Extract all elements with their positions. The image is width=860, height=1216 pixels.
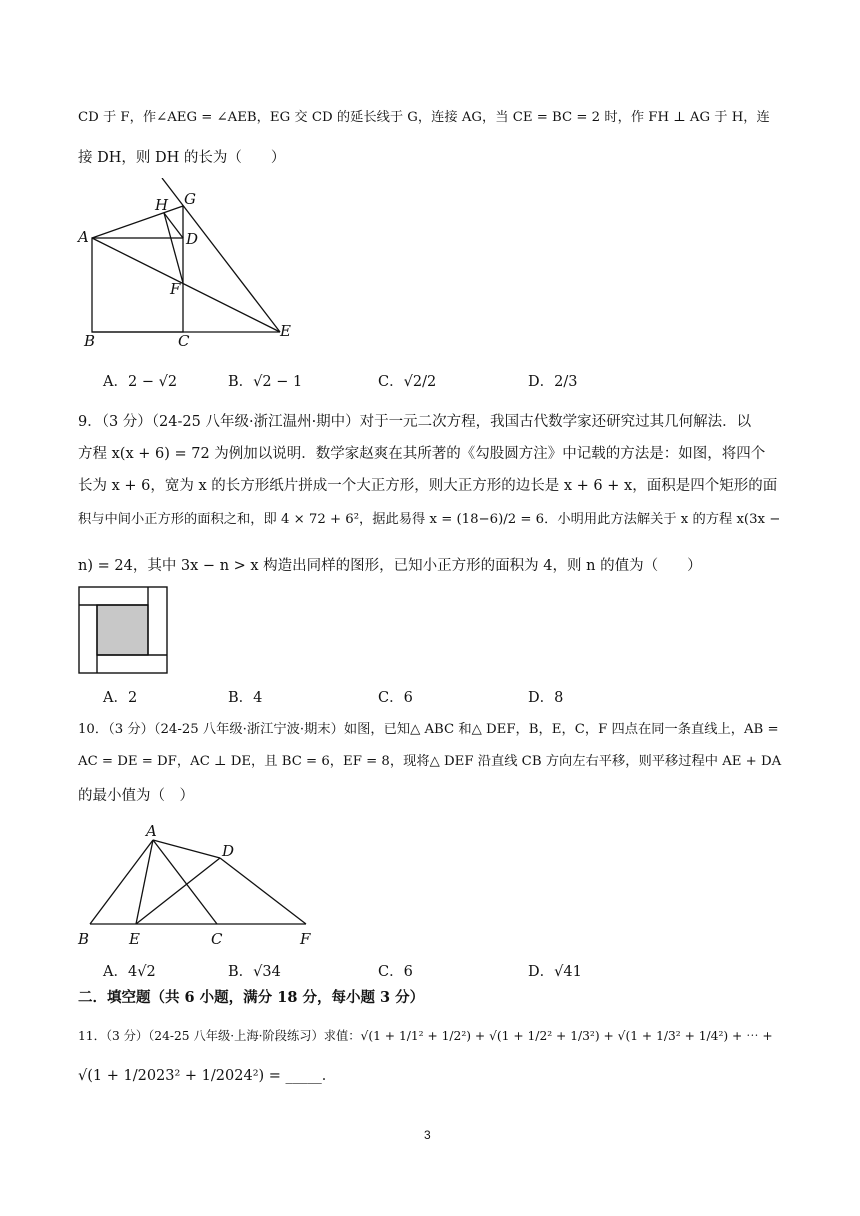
q10-label-c: C (211, 930, 223, 948)
q9-line-1: 9．（3 分）（24-25 八年级·浙江温州·期中）对于一元二次方程，我国古代数学家还研究过其几何解法．以 (78, 414, 752, 430)
q10-option-d[interactable]: D．√41 (528, 964, 582, 980)
q9-line-2: 方程 x(x + 6) = 72 为例加以说明．数学家赵爽在其所著的《勾股圆方注》中记载的方法是：如图，将四个 (78, 446, 766, 462)
q8-label-d: D (186, 230, 199, 248)
q10-line-1: 10．（3 分）（24-25 八年级·浙江宁波·期末）如图，已知△ ABC 和△ DEF，B，E，C，F 四点在同一条直线上，AB = (78, 722, 779, 737)
q11-line-1: 11．（3 分）（24-25 八年级·上海·阶段练习）求值：√(1 + 1/1² + 1/2²) + √(1 + 1/2² + 1/3²) + √(1 + 1/3² + 1/4²) + ⋯ + (78, 1029, 773, 1043)
q8-option-a[interactable]: A．2 − √2 (103, 374, 178, 390)
q10-line-3: 的最小值为（ ） (78, 788, 194, 804)
q8-line-1: CD 于 F，作∠AEG = ∠AEB，EG 交 CD 的延长线于 G，连接 AG，当 CE = BC = 2 时，作 FH ⊥ AG 于 H，连 (78, 110, 770, 125)
q10-label-e: E (129, 930, 140, 948)
q8-label-c: C (178, 332, 190, 350)
section-heading-fill-in: 二．填空题（共 6 小题，满分 18 分，每小题 3 分） (78, 989, 425, 1006)
q9-line-5: n) = 24，其中 3x − n > x 构造出同样的图形，已知小正方形的面积为 4，则 n 的值为（ ） (78, 558, 702, 574)
q8-label-f: F (170, 280, 181, 298)
q9-option-a[interactable]: A．2 (103, 690, 138, 706)
q9-line-3: 长为 x + 6，宽为 x 的长方形纸片拼成一个大正方形，则大正方形的边长是 x + 6 + x，面积是四个矩形的面 (78, 478, 778, 494)
q8-label-b: B (84, 332, 96, 350)
q10-option-a[interactable]: A．4√2 (103, 964, 156, 980)
q10-label-a: A (146, 822, 157, 840)
q8-label-e: E (280, 322, 291, 340)
q8-option-d[interactable]: D．2/3 (528, 374, 578, 390)
q8-geometry-figure (70, 178, 310, 350)
q10-label-b: B (78, 930, 90, 948)
q8-label-g: G (184, 190, 196, 208)
q8-label-a: A (78, 228, 89, 246)
q10-option-c[interactable]: C．6 (378, 964, 413, 980)
q9-option-c[interactable]: C．6 (378, 690, 413, 706)
page-number: 3 (424, 1128, 431, 1142)
q9-option-d[interactable]: D．8 (528, 690, 564, 706)
q10-line-2: AC = DE = DF，AC ⊥ DE，且 BC = 6，EF = 8，现将△ DEF 沿直线 CB 方向左右平移，则平移过程中 AE + DA (78, 754, 782, 769)
q9-option-b[interactable]: B．4 (228, 690, 263, 706)
q10-label-f: F (300, 930, 311, 948)
q8-option-c[interactable]: C．√2/2 (378, 374, 437, 390)
q9-square-figure (78, 586, 170, 676)
q10-triangle-figure (74, 818, 324, 950)
q8-line-2: 接 DH，则 DH 的长为（ ） (78, 150, 286, 166)
q11-line-2: √(1 + 1/2023² + 1/2024²) = _____． (78, 1068, 337, 1084)
q10-label-d: D (222, 842, 235, 860)
q9-line-4: 积与中间小正方形的面积之和，即 4 × 72 + 6²，据此易得 x = (18−6)/2 = 6．小明用此方法解关于 x 的方程 x(3x − (78, 512, 781, 527)
q8-option-b[interactable]: B．√2 − 1 (228, 374, 303, 390)
q10-option-b[interactable]: B．√34 (228, 964, 281, 980)
q8-label-h: H (155, 196, 169, 214)
